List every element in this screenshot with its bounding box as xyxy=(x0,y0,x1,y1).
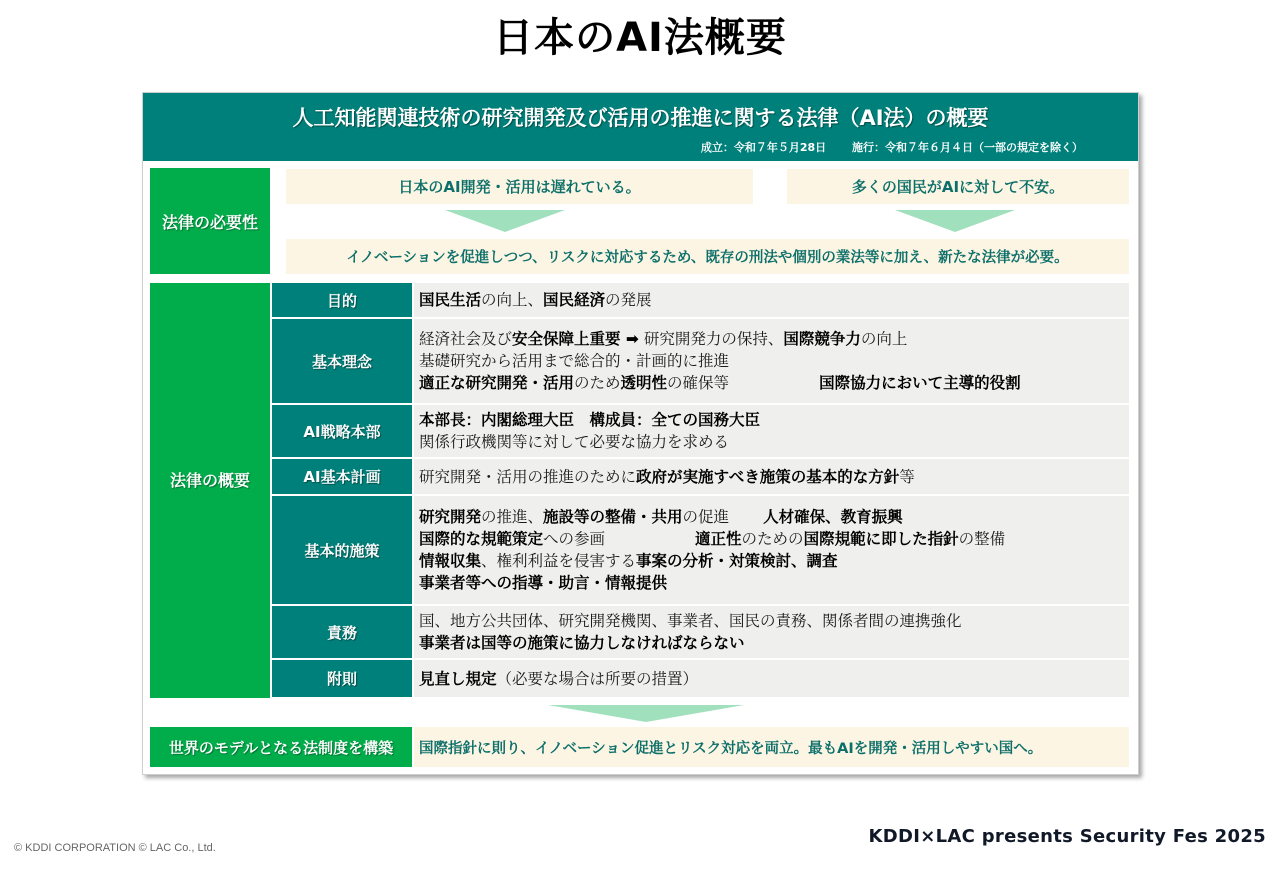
row-label-purpose: 目的 xyxy=(272,283,412,317)
body-text: （必要な場合は所要の措置） xyxy=(496,669,699,688)
body-text: の向上、 xyxy=(481,291,544,309)
body-text: への参画 xyxy=(543,530,606,548)
issue-right: 多くの国民がAIに対して不安。 xyxy=(787,169,1129,204)
body-text: の発展 xyxy=(605,291,652,309)
row-label-basic-principles: 基本理念 xyxy=(272,319,412,403)
content-line xyxy=(419,572,1129,594)
event-name: KDDI×LAC presents Security Fes 2025 xyxy=(868,826,1266,847)
content-line xyxy=(419,550,1129,572)
row-label-responsibilities: 責務 xyxy=(272,606,412,658)
emphasized-text: 本部長：内閣総理大臣 構成員：全ての国務大臣 xyxy=(419,411,761,429)
law-overview-slide xyxy=(142,92,1139,775)
body-text: のための xyxy=(741,530,804,548)
emphasized-text: 研究開発 xyxy=(419,508,482,526)
content-line xyxy=(419,466,1129,488)
row-content-ai-strategy-hq xyxy=(414,405,1129,457)
content-line xyxy=(419,289,1129,311)
body-text: の推進、 xyxy=(481,508,544,526)
emphasized-text: 人材確保、教育振興 xyxy=(763,508,903,526)
emphasized-text: 適正な研究開発・活用 xyxy=(419,374,575,392)
emphasized-text: 国際協力において主導的役割 xyxy=(819,374,1021,392)
slide-header-dates xyxy=(679,139,1083,155)
content-line xyxy=(419,506,1129,528)
emphasized-text: 事業者等への指導・助言・情報提供 xyxy=(419,574,668,592)
content-line xyxy=(419,328,1129,350)
goal-label: 世界のモデルとなる法制度を構築 xyxy=(150,727,412,767)
row-label-ai-strategy-hq: AI戦略本部 xyxy=(272,405,412,457)
body-text: 国、地方公共団体、研究開発機関、事業者、国民の責務、関係者間の連携強化 xyxy=(419,612,962,630)
row-label-supplementary-provisions: 附則 xyxy=(272,660,412,697)
necessity-label: 法律の必要性 xyxy=(150,168,270,274)
content-line xyxy=(419,431,1129,453)
emphasized-text: 透明性 xyxy=(620,374,668,392)
content-line xyxy=(419,350,1129,372)
arrow-down-icon xyxy=(445,210,565,232)
body-text: 研究開発力の保持、 xyxy=(638,330,784,348)
emphasized-text: 政府が実施すべき施策の基本的な方針 xyxy=(636,467,900,486)
row-content-purpose xyxy=(414,283,1129,317)
arrow-down-icon xyxy=(548,705,744,722)
row-content-responsibilities xyxy=(414,606,1129,658)
body-text: の確保等 xyxy=(667,374,730,392)
content-line xyxy=(419,409,1129,431)
body-text: 、権利利益を侵害する xyxy=(481,552,637,570)
body-text: 関係行政機関等に対して必要な協力を求める xyxy=(419,433,730,451)
content-line xyxy=(419,632,1129,654)
body-text: のため xyxy=(574,374,621,392)
overview-label: 法律の概要 xyxy=(150,283,270,698)
emphasized-text: 国民経済 xyxy=(543,291,606,309)
body-text: 基礎研究から活用まで総合的・計画的に推進 xyxy=(419,352,730,370)
arrow-down-icon xyxy=(895,210,1015,232)
slide-header-title: 人工知能関連技術の研究開発及び活用の推進に関する法律（AI法）の概要 xyxy=(292,106,989,130)
emphasized-text: 国民生活 xyxy=(419,291,482,309)
body-text: 等 xyxy=(899,467,915,486)
emphasized-text: 施設等の整備・共用 xyxy=(543,508,683,526)
row-content-ai-basic-plan xyxy=(414,459,1129,494)
goal-text: 国際指針に則り、イノベーション促進とリスク対応を両立。最もAIを開発・活用しやすい国へ。 xyxy=(414,727,1129,767)
issue-left: 日本のAI開発・活用は遅れている。 xyxy=(286,169,753,204)
row-label-basic-measures: 基本的施策 xyxy=(272,496,412,604)
emphasized-text: 事業者は国等の施策に協力しなければならない xyxy=(419,634,745,652)
row-label-ai-basic-plan: AI基本計画 xyxy=(272,459,412,494)
enacted-date: 成立：令和７年５月28日 xyxy=(700,141,827,154)
content-line xyxy=(419,528,1129,550)
copyright-text: © KDDI CORPORATION © LAC Co., Ltd. xyxy=(14,842,216,854)
emphasized-text: 事案の分析・対策検討、調査 xyxy=(636,552,838,570)
emphasized-text: 国際規範に即した指針 xyxy=(803,530,959,548)
body-text: の促進 xyxy=(682,508,730,526)
emphasized-text: 適正性 xyxy=(695,530,742,548)
body-text: の向上 xyxy=(860,330,908,348)
page-title: 日本のAI法概要 xyxy=(493,15,787,61)
emphasized-text: 国際的な規範策定 xyxy=(419,530,544,548)
row-content-basic-measures xyxy=(414,496,1129,604)
row-content-basic-principles xyxy=(414,319,1129,403)
content-line xyxy=(419,610,1129,632)
necessity-conclusion: イノベーションを促進しつつ、リスクに対応するため、既存の刑法や個別の業法等に加え、新たな法律が必要。 xyxy=(286,239,1129,274)
slide-header xyxy=(143,93,1138,161)
emphasized-text: 安全保障上重要 ➡ xyxy=(512,330,639,348)
effective-date: 施行：令和７年６月４日（一部の規定を除く） xyxy=(852,141,1083,154)
body-text: 研究開発・活用の推進のために xyxy=(419,467,637,486)
emphasized-text: 国際競争力 xyxy=(783,330,861,348)
content-line xyxy=(419,668,1129,690)
body-text: 経済社会及び xyxy=(419,330,513,348)
content-line xyxy=(419,372,1129,394)
row-content-supplementary-provisions xyxy=(414,660,1129,697)
emphasized-text: 見直し規定 xyxy=(419,669,497,688)
emphasized-text: 情報収集 xyxy=(419,552,482,570)
body-text: の整備 xyxy=(958,530,1006,548)
